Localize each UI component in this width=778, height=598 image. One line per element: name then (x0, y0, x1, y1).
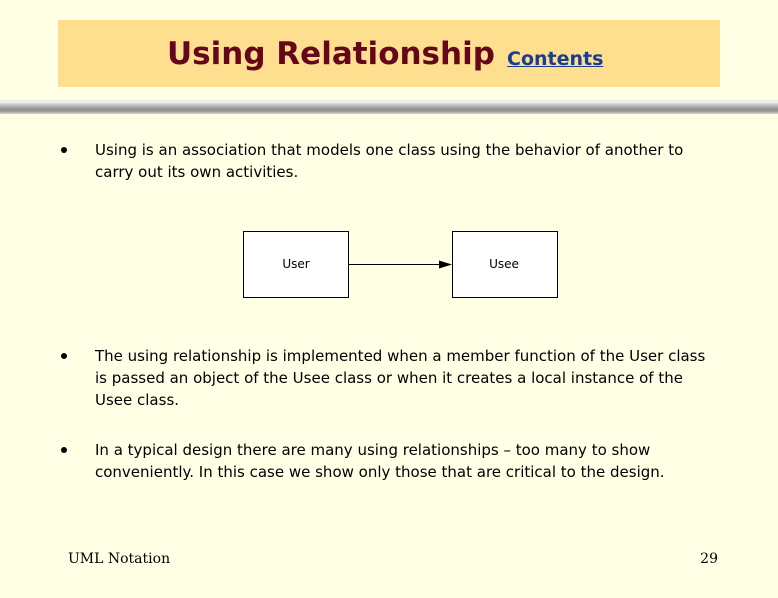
page-number: 29 (700, 551, 718, 567)
bullet-dot (61, 147, 67, 153)
usee-class-label: Usee (489, 257, 519, 271)
footer-label: UML Notation (68, 551, 171, 567)
bullet-text-1: Using is an association that models one class using the behavior of another to carry out its own activities. (95, 141, 684, 181)
using-relationship-diagram (240, 228, 560, 302)
horizontal-divider (0, 100, 778, 114)
arrowhead-icon (439, 261, 452, 269)
bullet-text-3: In a typical design there are many using relationships – too many to show conveniently. In this case we show only those that are critical to the design. (95, 441, 665, 481)
contents-link[interactable]: Contents (507, 48, 604, 70)
bullet-dot (61, 447, 67, 453)
bullet-text-2: The using relationship is implemented when a member function of the User class is passed an object of the Usee class or when it creates a local instance of the Usee class. (95, 347, 706, 409)
user-class-label: User (282, 257, 310, 271)
slide-title: Using Relationship (167, 36, 495, 72)
bullet-dot (61, 353, 67, 359)
